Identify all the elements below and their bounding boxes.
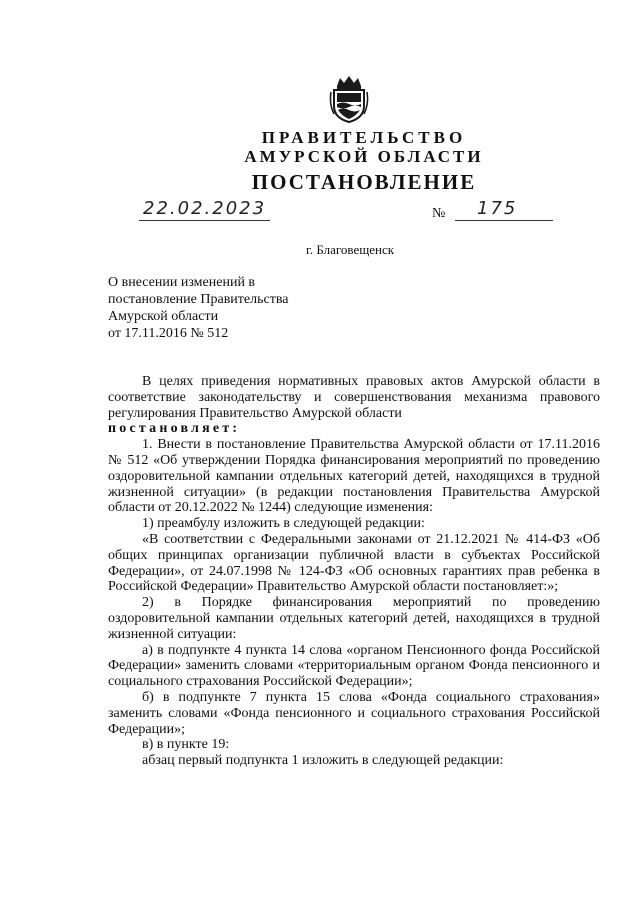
paragraph-1-2: 2) в Порядке финансирования мероприятий по проведению оздоровительной кампании отдельных категорий детей, находящихся в трудной жизненной ситуации: [108,595,600,642]
subject-line: от 17.11.2016 № 512 [108,326,229,341]
decree-subject [108,274,288,342]
paragraph-1-1: 1) преамбулу изложить в следующей редакции: [142,516,425,532]
subparagraph-v: в) в пункте 19: [142,737,230,753]
paragraph-1: 1. Внести в постановление Правительства Амурской области от 17.11.2016 № 512 «Об утверждении Порядка финансирования мероприятий по проведению оздоровительной кампании отдельных категорий детей, находящихся в трудной жизненной ситуации» (в редакции постановления Правительства Амурской области от 20.12.2022 № 1244) следующие изменения: [108,437,600,516]
document-type-title: ПОСТАНОВЛЕНИЕ [251,170,477,194]
subject-line: Амурской области [108,309,219,324]
subparagraph-v-text: абзац первый подпункта 1 изложить в следующей редакции: [142,753,504,769]
number-label: № [432,206,446,221]
decree-date: 22.02.2023 [139,198,270,221]
decree-body [108,374,600,769]
government-title: ПРАВИТЕЛЬСТВО [261,128,467,147]
subparagraph-b: б) в подпункте 7 пункта 15 слова «Фонда социального страхования» заменить словами «Фонда пенсионного и социального страхования Российской Федерации»; [108,689,600,737]
coat-of-arms-icon [328,74,370,124]
intro-paragraph: В целях приведения нормативных правовых актов Амурской области в соответствие законодательству и совершенствования механизма правового регулирования Правительство Амурской области [108,374,600,421]
subject-line: постановление Правительства [108,292,289,307]
subparagraph-a: а) в подпункте 4 пункта 14 слова «органом Пенсионного фонда Российской Федерации» заменить словами «территориальным органом Фонда пенсионного и социального страхования Российской Федерации»; [108,642,600,690]
decree-number: 175 [455,198,553,221]
preamble-text: «В соответствии с Федеральными законами от 21.12.2021 № 414-ФЗ «Об общих принципах организации публичной власти в субъектах Российской Федерации», от 24.07.1998 № 124-ФЗ «Об основных гарантиях прав ребенка в Российской Федерации» Правительство Амурской области постановляет:»; [108,531,600,595]
decree-word: постановляет: [108,421,241,437]
city-line: г. Благовещенск [305,242,395,257]
subject-line: О внесении изменений в [108,275,256,290]
region-title: АМУРСКОЙ ОБЛАСТИ [244,147,484,166]
